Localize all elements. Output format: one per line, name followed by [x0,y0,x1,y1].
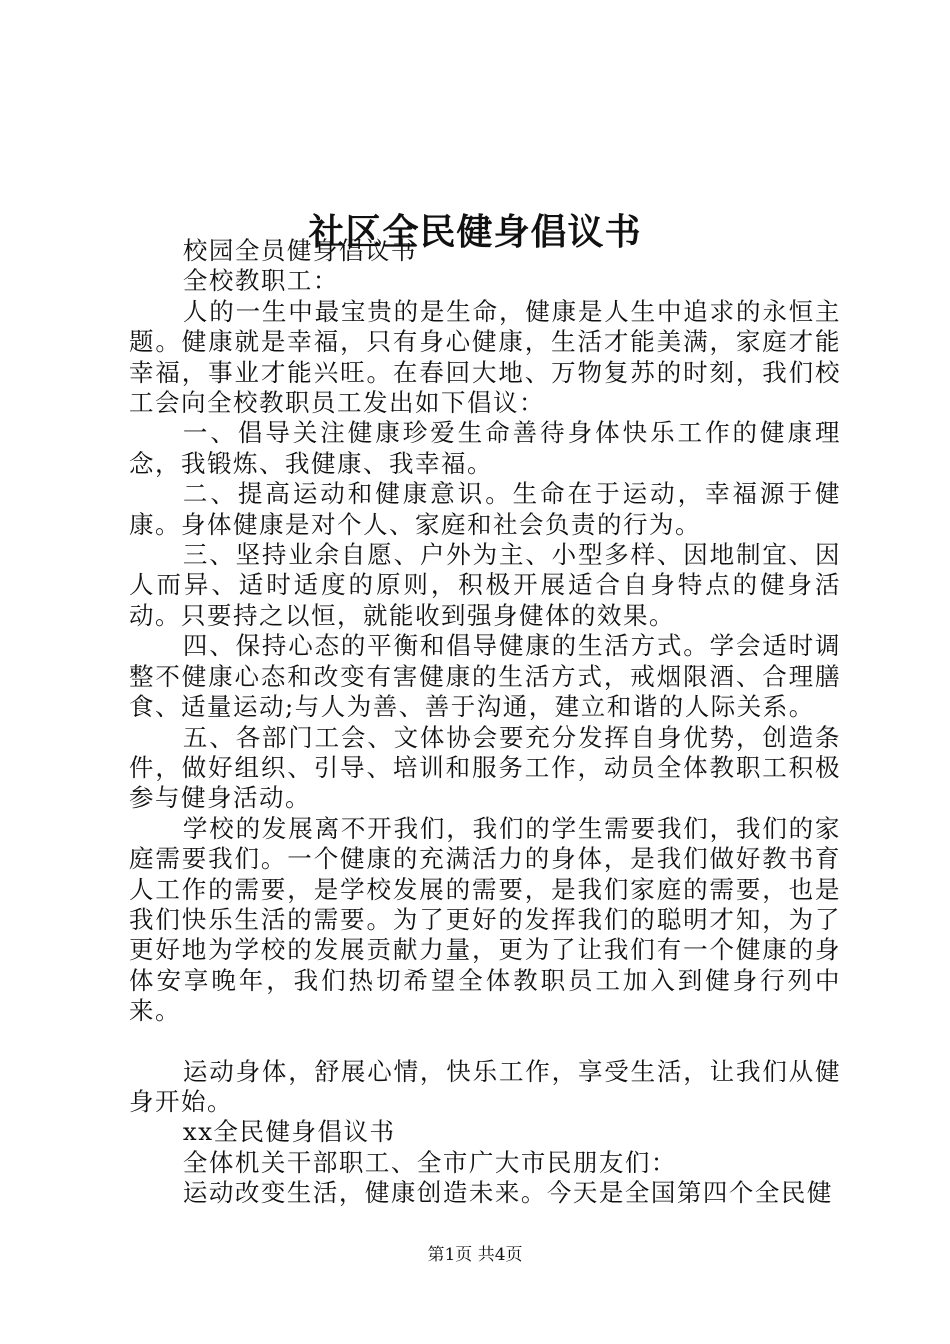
document-body [129,236,841,1209]
paragraph-item-3: 三、坚持业余自愿、户外为主、小型多样、因地制宜、因人而异、适时适度的原则，积极开展适合自身特点的健身活动。只要持之以恒，就能收到强身健体的效果。 [129,540,841,630]
document-title: 社区全民健身倡议书 [308,211,642,254]
paragraph-slogan: 运动身体，舒展心情，快乐工作，享受生活，让我们从健身开始。 [129,1056,841,1116]
paragraph-item-2: 二、提高运动和健康意识。生命在于运动，幸福源于健康。身体健康是对个人、家庭和社会负责的行为。 [129,479,841,539]
paragraph-second-salutation: 全体机关干部职工、全市广大市民朋友们： [182,1147,677,1177]
paragraph-second-intro: 运动改变生活，健康创造未来。今天是全国第四个全民健 [182,1178,833,1208]
paragraph-item-1: 一、倡导关注健康珍爱生命善待身体快乐工作的健康理念，我锻炼、我健康、我幸福。 [129,418,841,478]
paragraph-salutation: 全校教职工： [182,266,339,296]
paragraph-subtitle: 校园全员健身倡议书 [182,236,417,265]
paragraph-conclusion: 学校的发展离不开我们，我们的学生需要我们，我们的家庭需要我们。一个健康的充满活力的身体，是我们做好教书育人工作的需要，是学校发展的需要，是我们家庭的需要，也是我们快乐生活的需要。为了更好的发挥我们的聪明才知，为了更好地为学校的发展贡献力量，更为了让我们有一个健康的身体安享晚年，我们热切希望全体教职员工加入到健身行列中来。 [129,813,841,1026]
paragraph-intro: 人的一生中最宝贵的是生命，健康是人生中追求的永恒主题。健康就是幸福，只有身心健康，生活才能美满，家庭才能幸福，事业才能兴旺。在春回大地、万物复苏的时刻，我们校工会向全校教职员工发出如下倡议： [129,296,841,418]
page-footer: 第1页 共4页 [427,1245,523,1265]
paragraph-second-title: xx全民健身倡议书 [182,1117,396,1147]
paragraph-item-4: 四、保持心态的平衡和倡导健康的生活方式。学会适时调整不健康心态和改变有害健康的生活方式，戒烟限酒、合理膳食、适量运动;与人为善、善于沟通，建立和谐的人际关系。 [129,631,841,722]
paragraph-item-5: 五、各部门工会、文体协会要充分发挥自身优势，创造条件，做好组织、引导、培训和服务工作，动员全体教职工积极参与健身活动。 [129,722,841,813]
